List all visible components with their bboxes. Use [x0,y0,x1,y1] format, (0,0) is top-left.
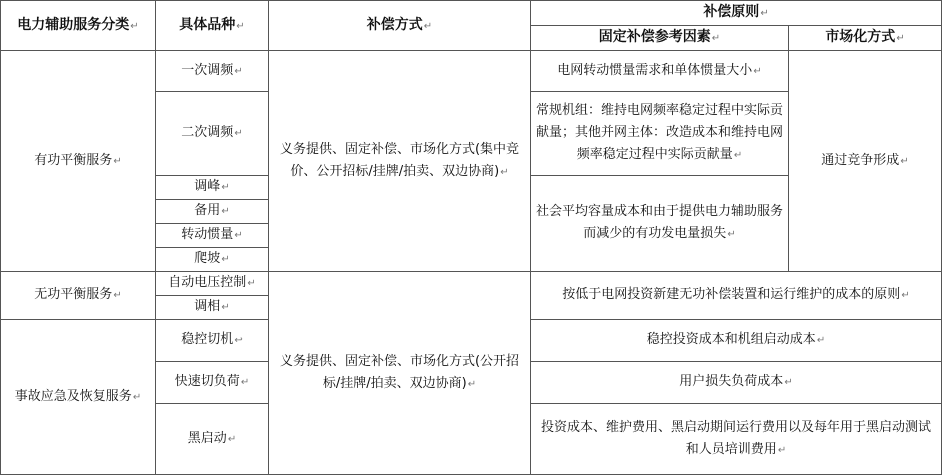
category-active-power: 有功平衡服务↵ [1,51,156,272]
table-row [1,51,942,92]
principle-load-shedding: 用户损失负荷成本↵ [531,362,942,404]
table-row [1,272,942,296]
variety-black-start: 黑启动↵ [156,404,269,475]
variety-rotational-inertia: 转动惯量↵ [156,224,269,248]
factor-inertia: 电网转动惯量需求和单体惯量大小↵ [531,51,789,92]
factor-frequency-contribution: 常规机组：维持电网频率稳定过程中实际贡献量；其他并网主体：改造成本和维持电网频率稳定过程中实际贡献量↵ [531,92,789,176]
variety-avc: 自动电压控制↵ [156,272,269,296]
method-emergency: 义务提供、固定补偿、市场化方式(公开招标/挂牌/拍卖、双边协商)↵ [269,272,531,475]
header-category: 电力辅助服务分类↵ [1,1,156,51]
variety-ramping: 爬坡↵ [156,248,269,272]
header-market-method: 市场化方式↵ [789,26,942,51]
variety-load-shedding: 快速切负荷↵ [156,362,269,404]
header-fixed-reference: 固定补偿参考因素↵ [531,26,789,51]
variety-stability-tripping: 稳控切机↩ [156,320,269,362]
variety-phase-modulation: 调相↵ [156,296,269,320]
factor-capacity-cost: 社会平均容量成本和由于提供电力辅助服务而减少的有功发电量损失↵ [531,176,789,272]
principle-stability-tripping: 稳控投资成本和机组启动成本↵ [531,320,942,362]
variety-reserve: 备用↵ [156,200,269,224]
header-compensation-principle: 补偿原则↵ [531,1,942,26]
header-compensation-method: 补偿方式↵ [269,1,531,51]
principle-black-start: 投资成本、维护费用、黑启动期间运行费用以及每年用于黑启动测试和人员培训费用↵ [531,404,942,475]
variety-secondary-frequency: 二次调频↵ [156,92,269,176]
market-active-power: 通过竞争形成↵ [789,51,942,272]
method-active-power: 义务提供、固定补偿、市场化方式(集中竞价、公开招标/挂牌/拍卖、双边协商)↵ [269,51,531,272]
principle-reactive-power: 按低于电网投资新建无功补偿装置和运行维护的成本的原则↵ [531,272,942,320]
category-emergency: 事故应急及恢复服务↵ [1,320,156,475]
header-variety: 具体品种↵ [156,1,269,51]
variety-primary-frequency: 一次调频↵ [156,51,269,92]
variety-peak-regulation: 调峰↵ [156,176,269,200]
category-reactive-power: 无功平衡服务↵ [1,272,156,320]
header-row-1 [1,1,942,26]
